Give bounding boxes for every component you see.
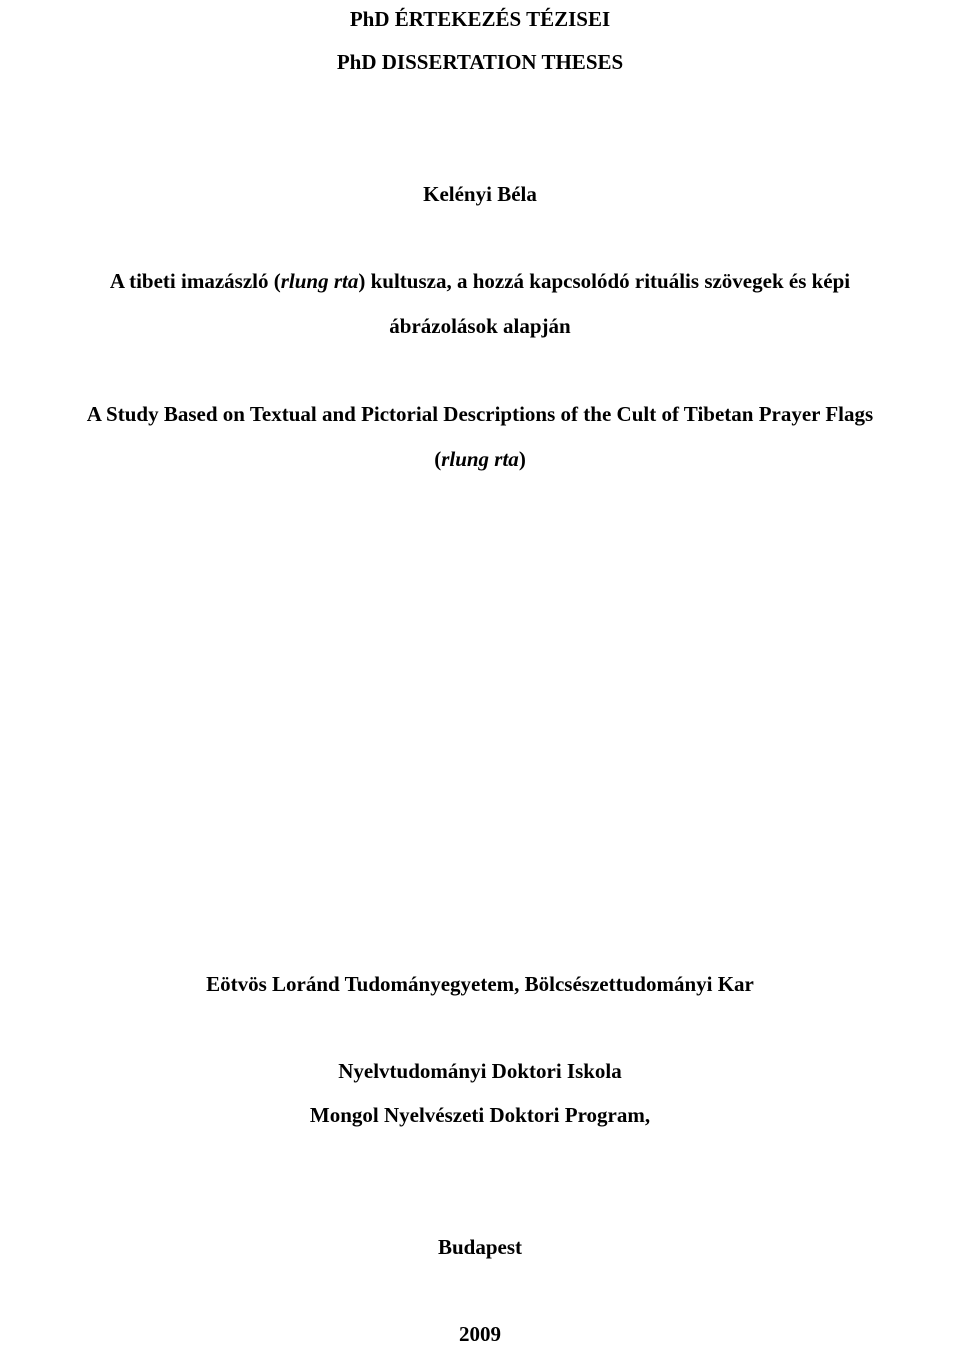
thesis-heading-hungarian: PhD ÉRTEKEZÉS TÉZISEI [349,7,611,31]
title-english-line-1: A Study Based on Textual and Pictorial Descriptions of the Cult of Tibetan Prayer Flags [86,402,874,426]
title-hungarian-post: ) kultusza, a hozzá kapcsolódó rituális szövegek és képi [358,269,851,293]
doctoral-school: Nyelvtudományi Doktori Iskola [338,1059,622,1083]
title-hungarian-pre: A tibeti imazászló ( [109,269,281,293]
title-english-line-2 [0,446,960,472]
place: Budapest [437,1235,523,1259]
doctoral-program: Mongol Nyelvészeti Doktori Program, [309,1103,651,1127]
title-hungarian-term: rlung rta [280,269,359,293]
university-faculty: Eötvös Loránd Tudományegyetem, Bölcsészettudományi Kar [206,972,754,996]
title-english-close-paren: ) [518,447,526,471]
title-hungarian-line-1 [0,268,960,294]
year: 2009 [459,1322,501,1346]
title-english-open-paren: ( [434,447,442,471]
title-english-term: rlung rta [441,447,519,471]
thesis-heading-english: PhD DISSERTATION THESES [336,50,624,74]
title-hungarian-line-2: ábrázolások alapján [389,314,571,338]
author-name: Kelényi Béla [423,182,537,206]
